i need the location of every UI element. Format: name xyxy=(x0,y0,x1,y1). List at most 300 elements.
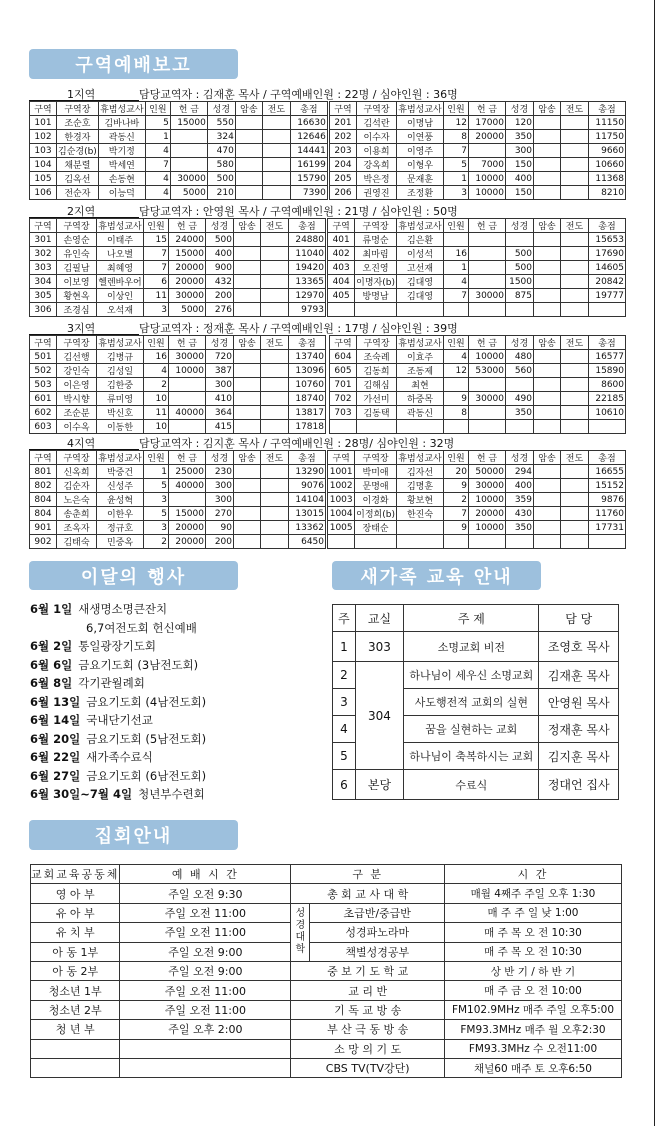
table-cell: 801 xyxy=(30,465,57,479)
column-header: 전도 xyxy=(262,102,290,116)
event-date: 6월 20일 xyxy=(30,731,81,746)
table-row xyxy=(30,364,326,378)
table-cell: 210 xyxy=(207,186,235,200)
table-cell xyxy=(469,144,506,158)
table-row xyxy=(330,350,626,364)
table-cell: 최현 xyxy=(397,378,444,392)
district-header xyxy=(29,88,626,101)
category-cell: 책별성경공부 xyxy=(310,942,445,961)
table-cell: 10610 xyxy=(589,406,626,420)
table-row xyxy=(30,289,326,303)
table-cell: 15000 xyxy=(169,507,206,521)
table-cell: 304 xyxy=(30,275,57,289)
table-cell: 150 xyxy=(506,186,534,200)
table-cell xyxy=(534,392,561,406)
worship-time-cell: 주일 오전 9:00 xyxy=(120,942,291,961)
table-cell xyxy=(261,364,289,378)
table-cell: 1 xyxy=(144,465,169,479)
table-cell: 김명훈 xyxy=(397,479,444,493)
table-cell: 324 xyxy=(207,130,235,144)
week-cell: 1 xyxy=(333,632,356,662)
table-row xyxy=(330,364,626,378)
table-cell: 민중옥 xyxy=(97,535,144,549)
table-cell: 15890 xyxy=(589,364,626,378)
table-cell xyxy=(469,406,506,420)
table-cell xyxy=(534,420,561,434)
event-text: 금요기도회 (5남전도회) xyxy=(86,731,207,746)
district-region xyxy=(29,88,626,200)
column-header: 암송 xyxy=(534,219,561,233)
table-cell: 김성일 xyxy=(97,364,144,378)
worship-time-cell: 주일 오전 11:00 xyxy=(120,1000,291,1019)
event-text: 통일광장기도회 xyxy=(78,639,156,653)
table-cell xyxy=(397,521,444,535)
table-cell: 1003 xyxy=(328,493,355,507)
table-cell: 조동제 xyxy=(397,364,444,378)
table-cell: 김한중 xyxy=(97,378,144,392)
table-cell: 503 xyxy=(30,378,57,392)
table-cell: 17818 xyxy=(289,420,326,434)
table-cell: 18740 xyxy=(289,392,326,406)
table-cell: 조경심 xyxy=(57,303,97,317)
table-cell xyxy=(235,116,262,130)
table-row xyxy=(330,406,626,420)
district-report-banner: 구역예배보고 xyxy=(29,49,238,79)
topic-cell: 꿈을 실현하는 교회 xyxy=(404,716,539,743)
table-cell: 104 xyxy=(30,158,57,172)
event-text: 각기관월례회 xyxy=(78,676,145,690)
table-row xyxy=(30,507,326,521)
table-cell xyxy=(261,493,289,507)
table-cell xyxy=(561,172,589,186)
table-cell xyxy=(469,275,506,289)
table-cell: 가선미 xyxy=(357,392,397,406)
table-row xyxy=(328,261,626,275)
column-header: 인원 xyxy=(444,102,469,116)
table-cell: 4 xyxy=(145,172,170,186)
table-cell: 윤성혁 xyxy=(97,493,144,507)
table-cell: 106 xyxy=(30,186,57,200)
table-row xyxy=(31,1020,622,1039)
table-cell: 875 xyxy=(506,289,534,303)
table-cell xyxy=(561,289,589,303)
table-cell: 24000 xyxy=(169,233,206,247)
week-cell: 5 xyxy=(333,743,356,770)
table-cell: 1 xyxy=(444,261,469,275)
table-cell xyxy=(328,535,355,549)
table-cell: 720 xyxy=(206,350,234,364)
table-cell xyxy=(534,406,561,420)
table-cell: 16 xyxy=(144,350,169,364)
table-cell xyxy=(469,303,506,317)
table-row xyxy=(30,158,328,172)
table-cell xyxy=(234,261,261,275)
table-cell xyxy=(561,158,589,172)
column-header: 헌 금 xyxy=(169,219,206,233)
table-cell: 14104 xyxy=(289,493,326,507)
table-cell: 김순경(b) xyxy=(57,144,99,158)
table-row xyxy=(31,1000,622,1019)
table-cell: 장태순 xyxy=(355,521,397,535)
table-cell: 500 xyxy=(206,233,234,247)
table-cell xyxy=(234,247,261,261)
events-banner: 이달의 행사 xyxy=(29,561,238,590)
column-header: 휴범성교사 xyxy=(397,102,444,116)
table-cell: 오진영 xyxy=(355,261,397,275)
event-text: 국내단기선교 xyxy=(86,713,153,727)
column-header: 휴범성교사 xyxy=(397,451,444,465)
table-cell xyxy=(397,420,444,434)
column-header: 성경 xyxy=(506,102,534,116)
table-cell: 김대영 xyxy=(397,275,444,289)
table-cell: 13290 xyxy=(289,465,326,479)
column-header: 구역장 xyxy=(355,219,397,233)
table-cell: 15000 xyxy=(170,116,207,130)
table-cell xyxy=(561,392,589,406)
table-cell: 205 xyxy=(330,172,357,186)
week-cell: 2 xyxy=(333,662,356,689)
column-header: 전도 xyxy=(261,219,289,233)
table-cell xyxy=(561,303,589,317)
table-cell: 402 xyxy=(328,247,355,261)
table-row xyxy=(30,233,326,247)
table-cell xyxy=(534,479,561,493)
leader-cell: 김재훈 목사 xyxy=(539,662,619,689)
table-cell: 최마림 xyxy=(355,247,397,261)
table-row xyxy=(330,158,626,172)
table-cell: 200 xyxy=(206,289,234,303)
room-cell: 본당 xyxy=(355,770,403,800)
event-date: 6월 22일 xyxy=(30,750,81,764)
column-header: 구역장 xyxy=(357,102,397,116)
column-header: 휴범성교사 xyxy=(397,219,444,233)
column-header: 구역장 xyxy=(355,451,397,465)
table-cell: 480 xyxy=(506,350,534,364)
table-row xyxy=(31,1039,622,1058)
table-cell: 103 xyxy=(30,144,57,158)
table-cell: 김바나바 xyxy=(98,116,145,130)
table-cell: 605 xyxy=(330,364,357,378)
table-cell: 8210 xyxy=(589,186,626,200)
column-header: 인원 xyxy=(444,451,469,465)
table-cell: 11 xyxy=(144,406,169,420)
table-cell: 203 xyxy=(330,144,357,158)
table-cell xyxy=(561,364,589,378)
table-cell: 16 xyxy=(444,247,469,261)
table-cell xyxy=(444,303,469,317)
leader-cell: 안영원 목사 xyxy=(539,689,619,716)
event-item xyxy=(30,711,320,730)
table-cell xyxy=(561,378,589,392)
column-header: 전도 xyxy=(561,219,589,233)
column-header: 구역장 xyxy=(57,102,99,116)
table-cell: 9 xyxy=(444,392,469,406)
table-cell xyxy=(262,158,290,172)
table-cell xyxy=(169,392,206,406)
table-row xyxy=(328,507,626,521)
table-cell xyxy=(234,521,261,535)
table-cell: 90 xyxy=(206,521,234,535)
column-header: 총점 xyxy=(589,219,626,233)
table-cell: 405 xyxy=(328,289,355,303)
table-row xyxy=(31,981,622,1000)
district-name: 1지역 xyxy=(29,88,139,101)
table-cell: 김동택 xyxy=(357,406,397,420)
column-header: 헌 금 xyxy=(469,102,506,116)
table-cell xyxy=(234,507,261,521)
district-name: 3지역 xyxy=(29,322,139,335)
table-cell: 432 xyxy=(206,275,234,289)
column-header: 총점 xyxy=(289,336,326,350)
table-cell xyxy=(561,350,589,364)
table-cell xyxy=(170,158,207,172)
table-row xyxy=(30,479,326,493)
family-education-banner: 새가족 교육 안내 xyxy=(332,561,541,590)
table-cell: 1001 xyxy=(328,465,355,479)
gathering-banner: 집회안내 xyxy=(29,820,238,850)
table-cell: 10760 xyxy=(289,378,326,392)
table-cell: 604 xyxy=(330,350,357,364)
table-cell: 3 xyxy=(144,303,169,317)
table-cell: 8 xyxy=(444,406,469,420)
table-row xyxy=(328,275,626,289)
leader-cell: 조영호 목사 xyxy=(539,632,619,662)
table-cell: 350 xyxy=(506,521,534,535)
table-cell: 13817 xyxy=(289,406,326,420)
worship-time-cell: 주일 오후 2:00 xyxy=(120,1020,291,1039)
worship-time-cell: 주일 오전 9:30 xyxy=(120,884,291,903)
table-cell: 11368 xyxy=(589,172,626,186)
table-cell xyxy=(534,350,561,364)
table-cell: 102 xyxy=(30,130,57,144)
table-cell: 권영진 xyxy=(357,186,397,200)
column-header: 구역 xyxy=(30,219,57,233)
table-cell xyxy=(234,535,261,549)
district-table-left xyxy=(29,218,326,317)
table-cell xyxy=(469,247,506,261)
table-cell: 방명남 xyxy=(355,289,397,303)
table-cell: 4 xyxy=(145,144,170,158)
schedule-cell: 매월 4째주 주일 오후 1:30 xyxy=(445,884,622,903)
table-cell xyxy=(261,275,289,289)
table-cell xyxy=(534,275,561,289)
column-header: 구역 xyxy=(328,219,355,233)
table-cell: 13362 xyxy=(289,521,326,535)
table-cell: 230 xyxy=(206,465,234,479)
column-header: 인원 xyxy=(144,219,169,233)
table-cell: 1 xyxy=(444,172,469,186)
table-cell xyxy=(561,116,589,130)
table-header-row xyxy=(30,102,328,116)
table-cell: 501 xyxy=(30,350,57,364)
column-header: 성경 xyxy=(506,451,534,465)
table-cell: 30000 xyxy=(170,172,207,186)
table-cell: 7390 xyxy=(290,186,327,200)
table-cell xyxy=(561,479,589,493)
table-row xyxy=(30,350,326,364)
topic-cell: 수료식 xyxy=(404,770,539,800)
event-date: 6월 1일 xyxy=(30,602,73,616)
table-cell xyxy=(235,172,262,186)
table-cell: 15790 xyxy=(290,172,327,186)
table-row xyxy=(333,770,619,800)
table-cell xyxy=(262,172,290,186)
table-cell: 276 xyxy=(206,303,234,317)
table-cell: 19777 xyxy=(589,289,626,303)
table-cell xyxy=(235,130,262,144)
table-cell: 300 xyxy=(206,493,234,507)
event-item xyxy=(30,656,320,675)
table-cell: 50000 xyxy=(469,465,506,479)
table-cell: 류명순 xyxy=(355,233,397,247)
table-cell: 박신호 xyxy=(97,406,144,420)
table-cell xyxy=(561,144,589,158)
table-cell: 15 xyxy=(144,233,169,247)
column-header: 휴범성교사 xyxy=(97,336,144,350)
table-cell: 고선재 xyxy=(397,261,444,275)
table-row xyxy=(328,247,626,261)
table-row xyxy=(328,465,626,479)
schedule-cell: 매 주 목 오 전 10:30 xyxy=(445,923,622,942)
district-info: 담당교역자 : 안영원 목사 / 구역예배인원 : 21명 / 심야인원 : 50명 xyxy=(139,205,458,218)
event-item xyxy=(30,674,320,693)
table-cell: 박세연 xyxy=(98,158,145,172)
district-table-right xyxy=(327,218,626,317)
table-cell xyxy=(234,493,261,507)
column-header: 교회교육공동체 xyxy=(31,865,120,884)
table-row xyxy=(328,479,626,493)
table-header-row xyxy=(330,102,626,116)
event-text: 새생명소명큰잔치 xyxy=(78,602,168,616)
table-cell: 11040 xyxy=(289,247,326,261)
table-cell xyxy=(534,507,561,521)
table-row xyxy=(30,186,328,200)
table-cell: 이경화 xyxy=(355,493,397,507)
table-cell xyxy=(262,144,290,158)
table-cell: 20842 xyxy=(589,275,626,289)
table-cell: 2 xyxy=(444,493,469,507)
column-header: 구역 xyxy=(30,102,57,116)
table-cell xyxy=(561,535,589,549)
table-cell: 12 xyxy=(444,116,469,130)
table-cell: 오석재 xyxy=(97,303,144,317)
table-cell: 이정희(b) xyxy=(355,507,397,521)
event-text: 금요기도회 (3남전도회) xyxy=(78,657,199,672)
table-cell: 601 xyxy=(30,392,57,406)
table-cell xyxy=(169,493,206,507)
table-cell xyxy=(357,420,397,434)
schedule-cell: FM93.3MHz 매주 월 오후2:30 xyxy=(445,1020,622,1039)
table-cell: 490 xyxy=(506,392,534,406)
table-cell: 300 xyxy=(206,479,234,493)
district-region xyxy=(29,437,626,549)
table-cell: 200 xyxy=(206,535,234,549)
table-row xyxy=(31,1058,622,1077)
schedule-cell: 상 반 기 / 하 반 기 xyxy=(445,961,622,980)
table-cell: 302 xyxy=(30,247,57,261)
table-cell: 한경자 xyxy=(57,130,99,144)
table-cell: 470 xyxy=(207,144,235,158)
table-row xyxy=(30,465,326,479)
table-row xyxy=(30,116,328,130)
table-cell: 301 xyxy=(30,233,57,247)
week-cell: 4 xyxy=(333,716,356,743)
table-cell: 이수자 xyxy=(357,130,397,144)
table-cell: 902 xyxy=(30,535,57,549)
table-cell: 10000 xyxy=(469,350,506,364)
gathering-table xyxy=(30,864,622,1078)
table-cell xyxy=(262,116,290,130)
table-cell: 3 xyxy=(144,521,169,535)
table-cell: 문명애 xyxy=(355,479,397,493)
table-cell: 10 xyxy=(144,420,169,434)
table-header-row xyxy=(330,336,626,350)
table-cell xyxy=(261,507,289,521)
table-cell: 202 xyxy=(330,130,357,144)
schedule-cell: 매 주 금 오 전 10:00 xyxy=(445,981,622,1000)
table-cell: 20 xyxy=(444,465,469,479)
table-cell: 30000 xyxy=(169,350,206,364)
table-cell xyxy=(534,158,561,172)
table-cell: 500 xyxy=(506,261,534,275)
table-cell: 노은숙 xyxy=(57,493,97,507)
table-cell: 조순분 xyxy=(57,406,97,420)
table-cell: 17000 xyxy=(469,116,506,130)
table-cell xyxy=(534,233,561,247)
table-cell: 1 xyxy=(145,130,170,144)
district-name: 4지역 xyxy=(29,437,139,450)
table-row xyxy=(30,303,326,317)
table-cell: 400 xyxy=(506,479,534,493)
table-cell xyxy=(561,247,589,261)
table-cell: 16199 xyxy=(290,158,327,172)
table-cell: 4 xyxy=(444,350,469,364)
column-header: 암송 xyxy=(534,336,561,350)
column-header: 구 분 xyxy=(291,865,445,884)
column-header: 총점 xyxy=(289,451,326,465)
district-table-right xyxy=(329,101,626,200)
table-cell: 300 xyxy=(206,378,234,392)
table-cell: 25000 xyxy=(169,465,206,479)
table-cell xyxy=(261,521,289,535)
leader-cell: 정재훈 목사 xyxy=(539,716,619,743)
table-cell: 1005 xyxy=(328,521,355,535)
table-cell: 김대영 xyxy=(397,289,444,303)
table-cell xyxy=(170,130,207,144)
district-table-left xyxy=(29,450,326,549)
table-cell: 359 xyxy=(506,493,534,507)
table-row xyxy=(30,247,326,261)
events-list xyxy=(30,600,320,804)
table-cell: 500 xyxy=(207,172,235,186)
event-text: 금요기도회 (4남전도회) xyxy=(86,694,207,709)
group-cell xyxy=(31,1058,120,1077)
table-cell xyxy=(506,233,534,247)
table-cell xyxy=(561,275,589,289)
table-cell: 12970 xyxy=(289,289,326,303)
table-cell: 101 xyxy=(30,116,57,130)
table-cell: 5000 xyxy=(169,303,206,317)
table-cell xyxy=(261,350,289,364)
column-header: 성경 xyxy=(506,219,534,233)
table-cell: 9793 xyxy=(289,303,326,317)
table-row xyxy=(30,275,326,289)
column-header: 구역장 xyxy=(57,336,97,350)
table-cell: 901 xyxy=(30,521,57,535)
table-cell: 804 xyxy=(30,507,57,521)
category-cell: 부 산 극 동 방 송 xyxy=(291,1020,445,1039)
column-header: 인원 xyxy=(144,336,169,350)
